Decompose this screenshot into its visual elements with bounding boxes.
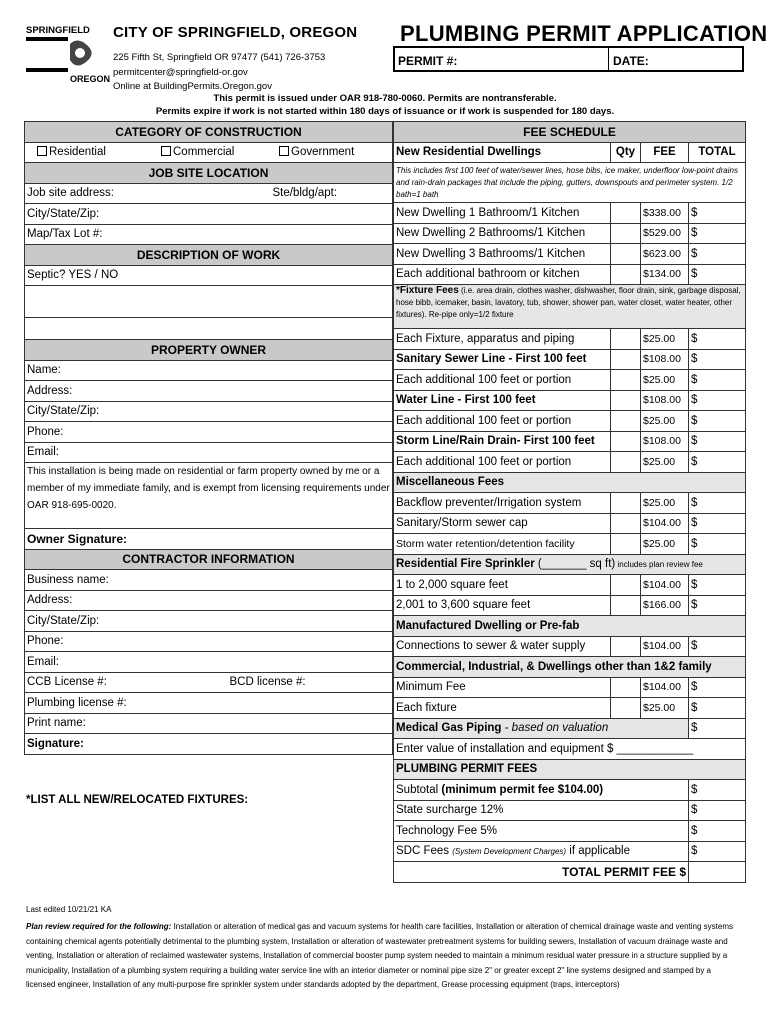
fee-cell: $134.00: [641, 264, 689, 285]
ccb-license-label: CCB License #:: [27, 676, 107, 689]
subtotal-cell[interactable]: $: [689, 780, 746, 801]
job-site-address-field[interactable]: Job site address: Ste/bldg/apt:: [25, 183, 393, 204]
technology-row: [394, 821, 746, 842]
sdc-label: SDC Fees (System Development Charges) if applicable: [394, 841, 689, 862]
residential-checkbox[interactable]: [37, 146, 47, 156]
fee-schedule-header: FEE SCHEDULE: [394, 122, 746, 143]
qty-cell[interactable]: [611, 370, 641, 391]
new-residential-heading: New Residential Dwellings: [394, 142, 611, 163]
qty-cell[interactable]: [611, 698, 641, 719]
logo-text-top: SPRINGFIELD: [26, 25, 90, 36]
subtotal-row: [394, 780, 746, 801]
fee-row-label: Each Fixture, apparatus and piping: [394, 329, 611, 350]
plumbing-license-field[interactable]: Plumbing license #:: [25, 693, 393, 714]
fee-row: [394, 223, 746, 244]
enter-value-field[interactable]: Enter value of installation and equipment $ ____________: [394, 739, 746, 760]
fee-row-label: Connections to sewer & water supply: [394, 636, 611, 657]
fee-row-label: Each additional 100 feet or portion: [394, 411, 611, 432]
fee-row: [394, 264, 746, 285]
fee-schedule-table: [393, 121, 746, 883]
septic-field[interactable]: Septic? YES / NO: [25, 265, 393, 286]
qty-cell[interactable]: [611, 203, 641, 224]
date-label: DATE:: [613, 54, 649, 68]
total-cell[interactable]: $: [689, 390, 746, 411]
qty-cell[interactable]: [611, 264, 641, 285]
fee-row-label: Minimum Fee: [394, 677, 611, 698]
fire-sprinkler-heading: Residential Fire Sprinkler (_______ sq ft) includes plan review fee: [394, 554, 746, 575]
city-name: CITY OF SPRINGFIELD, OREGON: [113, 24, 358, 41]
fee-column-header: FEE: [641, 142, 689, 163]
left-form-table: [24, 121, 393, 755]
fee-row: [394, 329, 746, 350]
qty-cell[interactable]: [611, 534, 641, 555]
sdc-cell[interactable]: $: [689, 841, 746, 862]
fee-row-label: Water Line - First 100 feet: [394, 390, 611, 411]
total-permit-fee-label: TOTAL PERMIT FEE $: [394, 862, 689, 883]
fixture-fees-note: *Fixture Fees (i.e. area drain, clothes washer, dishwasher, floor drain, sink, garbage disposal, hose bibb, icemaker, basin, lavatory, tub, shower, shower pan, water closet, water heater, other fixtures). Re-pipe only=1/2 fixture: [394, 285, 746, 329]
fee-cell: $529.00: [641, 223, 689, 244]
permit-number-label: PERMIT #:: [398, 54, 458, 68]
exemption-note: This installation is being made on residential or farm property owned by me or a member of my immediate family, and is exempt from licensing requirements under OAR 918-695-0020.: [25, 463, 393, 529]
category-row: [25, 142, 393, 163]
fee-row-label: Sanitary Sewer Line - First 100 feet: [394, 349, 611, 370]
government-option[interactable]: Government: [279, 146, 354, 158]
fee-row-label: New Dwelling 2 Bathrooms/1 Kitchen: [394, 223, 611, 244]
fee-row: [394, 203, 746, 224]
email-line: permitcenter@springfield-or.gov: [113, 67, 248, 78]
address-line: 225 Fifth St, Springfield OR 97477 (541) 726-3753: [113, 52, 326, 63]
total-cell[interactable]: $: [689, 244, 746, 265]
fee-row-label: Each additional 100 feet or portion: [394, 452, 611, 473]
total-cell[interactable]: $: [689, 411, 746, 432]
total-permit-fee-cell[interactable]: [689, 862, 746, 883]
description-header: DESCRIPTION OF WORK: [25, 245, 393, 266]
ste-label: Ste/bldg/apt:: [272, 187, 338, 200]
notice-line-2: Permits expire if work is not started within 180 days of issuance or if work is suspended for 180 days.: [155, 106, 615, 117]
qty-cell[interactable]: [611, 595, 641, 616]
business-name-field[interactable]: Business name:: [25, 570, 393, 591]
bcd-license-label: BCD license #:: [229, 676, 306, 689]
fee-cell: $108.00: [641, 431, 689, 452]
total-cell[interactable]: $: [689, 677, 746, 698]
technology-cell[interactable]: $: [689, 821, 746, 842]
total-cell[interactable]: $: [689, 698, 746, 719]
contractor-header: CONTRACTOR INFORMATION: [25, 549, 393, 570]
total-cell[interactable]: $: [689, 349, 746, 370]
fee-cell: $108.00: [641, 349, 689, 370]
qty-cell[interactable]: [611, 411, 641, 432]
fee-row: [394, 677, 746, 698]
fee-row-label: Storm water retention/detention facility: [394, 534, 611, 555]
total-cell[interactable]: $: [689, 636, 746, 657]
total-cell[interactable]: $: [689, 595, 746, 616]
contractor-city-field[interactable]: City/State/Zip:: [25, 611, 393, 632]
fee-cell: $623.00: [641, 244, 689, 265]
category-header: CATEGORY OF CONSTRUCTION: [25, 122, 393, 143]
permit-date-box: [393, 46, 744, 72]
fee-cell: $25.00: [641, 534, 689, 555]
fee-cell: $25.00: [641, 452, 689, 473]
qty-cell[interactable]: [611, 349, 641, 370]
property-owner-header: PROPERTY OWNER: [25, 340, 393, 361]
print-name-field[interactable]: Print name:: [25, 713, 393, 734]
fixtures-list-label: *LIST ALL NEW/RELOCATED FIXTURES:: [26, 794, 249, 806]
qty-cell[interactable]: [611, 390, 641, 411]
qty-cell[interactable]: [611, 636, 641, 657]
manufactured-heading: Manufactured Dwelling or Pre-fab: [394, 616, 746, 637]
description-field-2[interactable]: [25, 318, 393, 340]
total-cell[interactable]: $: [689, 203, 746, 224]
qty-cell[interactable]: [611, 223, 641, 244]
fee-cell: $25.00: [641, 370, 689, 391]
fee-cell: $25.00: [641, 493, 689, 514]
fee-row-label: New Dwelling 1 Bathroom/1 Kitchen: [394, 203, 611, 224]
license-row[interactable]: [25, 672, 393, 693]
total-cell[interactable]: $: [689, 370, 746, 391]
fee-row-label: Storm Line/Rain Drain- First 100 feet: [394, 431, 611, 452]
notice-line-1: This permit is issued under OAR 918-780-0060. Permits are nontransferable.: [213, 93, 557, 104]
total-cell[interactable]: $: [689, 718, 746, 739]
qty-cell[interactable]: [611, 431, 641, 452]
fee-row-label: New Dwelling 3 Bathrooms/1 Kitchen: [394, 244, 611, 265]
subtotal-label: Subtotal (minimum permit fee $104.00): [394, 780, 689, 801]
map-tax-lot-field[interactable]: Map/Tax Lot #:: [25, 224, 393, 245]
qty-cell[interactable]: [611, 329, 641, 350]
fee-row: [394, 698, 746, 719]
total-cell[interactable]: $: [689, 513, 746, 534]
fee-row-label: 2,001 to 3,600 square feet: [394, 595, 611, 616]
fee-row: [394, 493, 746, 514]
surcharge-label: State surcharge 12%: [394, 800, 689, 821]
new-residential-note: This includes first 100 feet of water/sewer lines, hose bibs, ice maker, underfloor low-point drains and rain-drain packages that include the piping, gutters, downspouts and perimeter system. 1/2 bath=1 bath: [394, 163, 746, 203]
total-row: [394, 862, 746, 883]
fee-cell: $166.00: [641, 595, 689, 616]
contractor-phone-field[interactable]: Phone:: [25, 631, 393, 652]
misc-fees-heading: Miscellaneous Fees: [394, 472, 746, 493]
owner-address-field[interactable]: Address:: [25, 381, 393, 402]
fee-cell: $104.00: [641, 677, 689, 698]
total-cell[interactable]: $: [689, 264, 746, 285]
page-title: PLUMBING PERMIT APPLICATION: [400, 21, 768, 46]
fee-row: [394, 370, 746, 391]
owner-signature-field[interactable]: Owner Signature:: [25, 529, 393, 550]
fee-row: [394, 595, 746, 616]
total-cell[interactable]: $: [689, 575, 746, 596]
contractor-email-field[interactable]: Email:: [25, 652, 393, 673]
fee-row-label: Each additional 100 feet or portion: [394, 370, 611, 391]
government-checkbox[interactable]: [279, 146, 289, 156]
total-column-header: TOTAL: [689, 142, 746, 163]
fee-row: [394, 534, 746, 555]
qty-cell[interactable]: [611, 677, 641, 698]
total-cell[interactable]: $: [689, 534, 746, 555]
total-cell[interactable]: $: [689, 223, 746, 244]
owner-name-field[interactable]: Name:: [25, 360, 393, 381]
fee-row-label: Each fixture: [394, 698, 611, 719]
residential-option[interactable]: Residential: [27, 146, 161, 158]
medical-gas-row: [394, 718, 746, 739]
surcharge-cell[interactable]: $: [689, 800, 746, 821]
fee-row-label: Backflow preventer/Irrigation system: [394, 493, 611, 514]
fee-row: [394, 349, 746, 370]
fee-row: [394, 575, 746, 596]
fee-row: [394, 513, 746, 534]
fee-cell: $25.00: [641, 698, 689, 719]
total-cell[interactable]: $: [689, 493, 746, 514]
owner-phone-field[interactable]: Phone:: [25, 422, 393, 443]
qty-cell[interactable]: [611, 493, 641, 514]
fee-row-label: Each additional bathroom or kitchen: [394, 264, 611, 285]
contractor-signature-field[interactable]: Signature:: [25, 734, 393, 755]
owner-email-field[interactable]: Email:: [25, 442, 393, 463]
city-state-zip-field[interactable]: City/State/Zip:: [25, 204, 393, 225]
total-cell[interactable]: $: [689, 329, 746, 350]
commercial-option[interactable]: Commercial: [161, 146, 279, 158]
fee-row: [394, 452, 746, 473]
fee-cell: $338.00: [641, 203, 689, 224]
last-edited: Last edited 10/21/21 KA: [26, 905, 112, 914]
qty-cell[interactable]: [611, 452, 641, 473]
fee-row: [394, 390, 746, 411]
fee-row: [394, 411, 746, 432]
technology-label: Technology Fee 5%: [394, 821, 689, 842]
fee-cell: $104.00: [641, 575, 689, 596]
fee-cell: $104.00: [641, 513, 689, 534]
qty-column-header: Qty: [611, 142, 641, 163]
fee-row-label: 1 to 2,000 square feet: [394, 575, 611, 596]
total-cell[interactable]: $: [689, 452, 746, 473]
fee-cell: $108.00: [641, 390, 689, 411]
surcharge-row: [394, 800, 746, 821]
fee-cell: $25.00: [641, 329, 689, 350]
commercial-checkbox[interactable]: [161, 146, 171, 156]
sdc-row: [394, 841, 746, 862]
qty-cell[interactable]: [611, 575, 641, 596]
commercial-heading: Commercial, Industrial, & Dwellings other than 1&2 family: [394, 657, 746, 678]
contractor-address-field[interactable]: Address:: [25, 590, 393, 611]
fee-cell: $25.00: [641, 411, 689, 432]
fee-cell: $104.00: [641, 636, 689, 657]
online-line: Online at BuildingPermits.Oregon.gov: [113, 81, 272, 92]
total-cell[interactable]: $: [689, 431, 746, 452]
permit-fees-heading: PLUMBING PERMIT FEES: [394, 759, 746, 780]
medical-gas-label: Medical Gas Piping - based on valuation: [394, 718, 689, 739]
qty-cell[interactable]: [611, 513, 641, 534]
owner-city-field[interactable]: City/State/Zip:: [25, 401, 393, 422]
logo-text-bottom: OREGON: [70, 74, 111, 84]
fee-row: [394, 636, 746, 657]
qty-cell[interactable]: [611, 244, 641, 265]
fee-row-label: Sanitary/Storm sewer cap: [394, 513, 611, 534]
job-site-header: JOB SITE LOCATION: [25, 163, 393, 184]
description-field[interactable]: [25, 286, 393, 318]
fee-row: [394, 431, 746, 452]
plan-review-note: Plan review required for the following: Installation or alteration of medical gas and vacuum systems for health care facilities, Installation or alteration of chemical drainage waste and venting systems containing chemical agents potentially detrimental to the plumbing system, Installation or alteration of wastewater pretreatment systems for building sewers, Installation of vacuum drainage waste and venting, Installation or alteration of reclaimed wastewater systems, Installation of commercial booster pump system needed to maintain a minimum residual water pressure in a structure supplied by a municipality, Installation of a plumbing system requiring a building water service line with an interior diameter or nominal pipe size 2" or greater except 2" line systems designed and stamped by a licensed engineer, Installation of any multi-purpose fire sprinkler system under standards adopted by the department, Grease processing equipment (traps, interceptors): [26, 922, 733, 989]
city-logo: [26, 22, 111, 86]
fee-row: [394, 244, 746, 265]
